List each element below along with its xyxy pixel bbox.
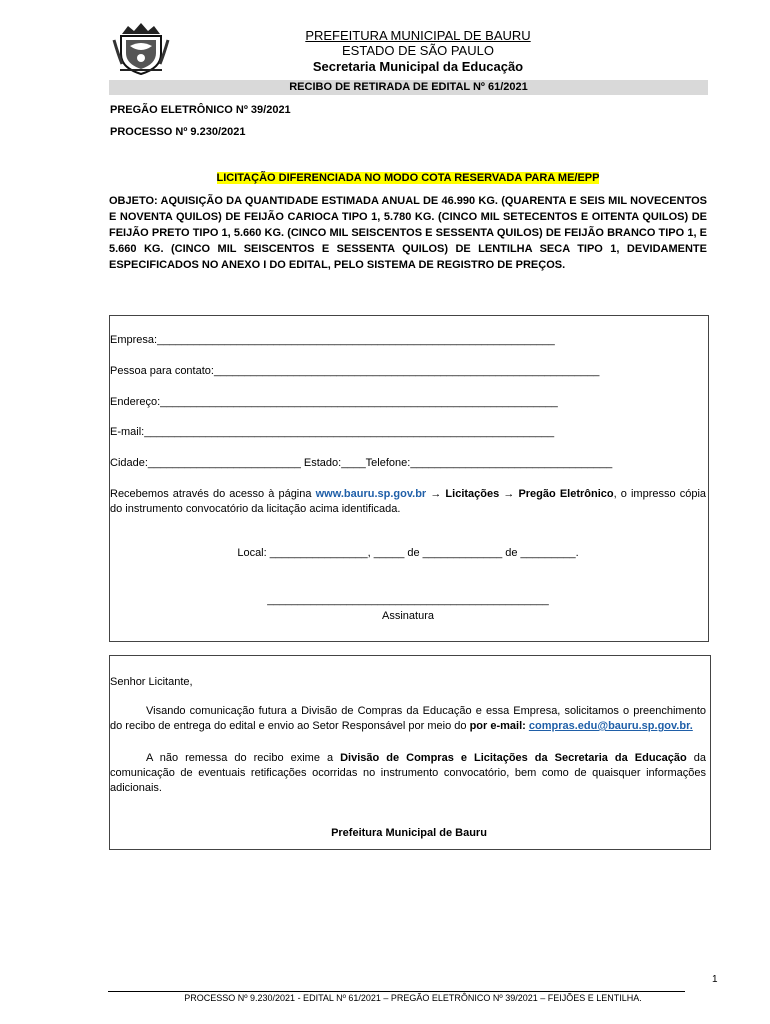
processo-number: PROCESSO Nº 9.230/2021	[110, 126, 246, 138]
notice-paragraph-1: Visando comunicação futura a Divisão de Compras da Educação e essa Empresa, solicitamos o preenchimento do recibo de entrega do edital e envio ao Setor Responsável por meio do por e-mail: compras.edu@bauru.sp.gov.br.	[110, 705, 706, 732]
receipt-title-bar: RECIBO DE RETIRADA DE EDITAL Nº 61/2021	[109, 80, 708, 95]
contact-person-field: Pessoa para contato:_______________________________________________________________	[110, 365, 600, 377]
local-date-line: Local: ________________, _____ de _____________ de _________.	[237, 547, 579, 559]
city-state-phone-field: Cidade:_________________________ Estado:____Telefone:_________________________________	[110, 457, 613, 469]
header-state: ESTADO DE SÃO PAULO	[342, 43, 494, 58]
footer-divider	[108, 991, 685, 992]
notice-greeting: Senhor Licitante,	[110, 676, 193, 688]
objeto-paragraph: OBJETO: AQUISIÇÃO DA QUANTIDADE ESTIMADA ANUAL DE 46.990 KG. (QUARENTA E SEIS MIL NOVECENTOS E NOVENTA QUILOS) DE FEIJÃO CARIOCA TIPO 1, 5.780 KG. (CINCO MIL SETECENTOS E OITENTA QUILOS) DE FEIJÃO PRETO TIPO 1, 5.660 KG. (CINCO MIL SEISCENTOS E SESSENTA QUILOS) DE FEIJÃO BRANCO TIPO 1, E 5.660 KG. (CINCO MIL SEISCENTOS E SESSENTA QUILOS) DE LENTILHA SECA TIPO 1, DEVIDAMENTE ESPECIFICADOS NO ANEXO I DO EDITAL, PELO SISTEMA DE REGISTRO DE PREÇOS.	[109, 195, 707, 271]
bauru-site-link: www.bauru.sp.gov.br	[315, 488, 427, 500]
header-municipality: PREFEITURA MUNICIPAL DE BAURU	[305, 28, 531, 43]
compras-email-link[interactable]: compras.edu@bauru.sp.gov.br.	[528, 720, 693, 732]
coat-of-arms-logo	[112, 20, 170, 76]
notice-signature: Prefeitura Municipal de Bauru	[331, 827, 487, 839]
footer-text: PROCESSO Nº 9.230/2021 - EDITAL Nº 61/2021 – PREGÃO ELETRÔNICO Nº 39/2021 – FEIJÕES E LENTILHA.	[184, 993, 642, 1003]
licitacao-text: LICITAÇÃO DIFERENCIADA NO MODO COTA RESERVADA PARA ME/EPP	[216, 172, 600, 184]
notice-paragraph-2: A não remessa do recibo exime a Divisão de Compras e Licitações da Secretaria da Educação da comunicação de eventuais retificações ocorridas no instrumento convocatório, bem como de quaisquer informações adicionais.	[110, 752, 706, 794]
pregao-number: PREGÃO ELETRÔNICO Nº 39/2021	[110, 104, 291, 116]
signature-line: ______________________________________________	[267, 594, 549, 606]
email-field: E-mail:___________________________________________________________________	[110, 426, 555, 438]
empresa-field: Empresa:_________________________________________________________________	[110, 334, 555, 346]
receipt-statement: Recebemos através do acesso à página www.bauru.sp.gov.br → Licitações → Pregão Eletrônico, o impresso cópia do instrumento convocatório da licitação acima identificada.	[110, 488, 707, 515]
header-secretariat: Secretaria Municipal da Educação	[312, 59, 524, 74]
page-number: 1	[712, 974, 718, 985]
signature-label: Assinatura	[382, 610, 434, 622]
licitacao-heading	[109, 172, 707, 184]
address-field: Endereço:_________________________________________________________________	[110, 396, 558, 408]
